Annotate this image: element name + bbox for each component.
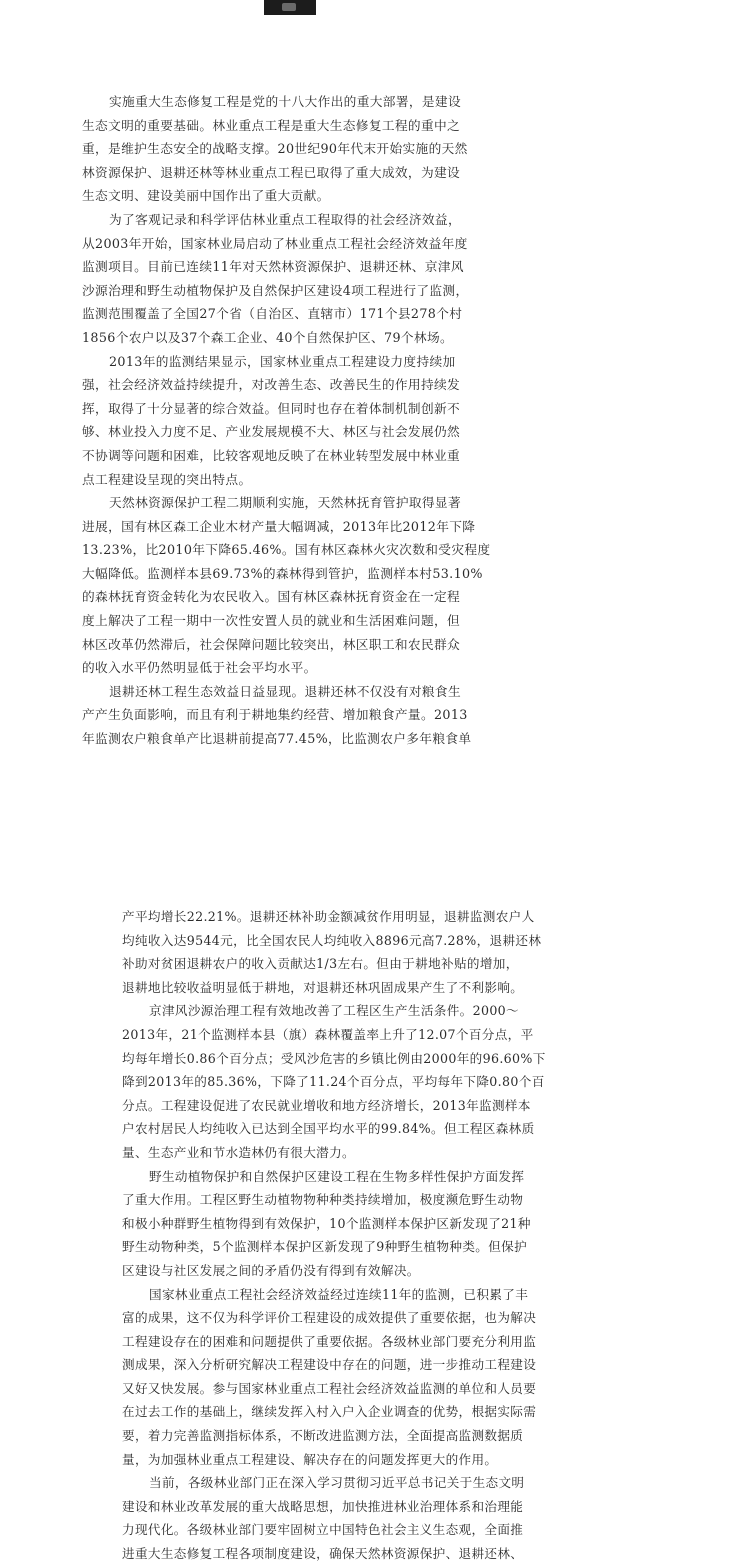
text-line: 沙源治理和野生动植物保护及自然保护区建设4项工程进行了监测， [82, 282, 469, 298]
text-line: 建设和林业改革发展的重大战略思想，加快推进林业治理体系和治理能 [122, 1498, 524, 1514]
text-line: 均纯收入达9544元，比全国农民人均纯收入8896元高7.28%，退耕还林 [122, 932, 542, 948]
text-line: 林区改革仍然滞后，社会保障问题比较突出，林区职工和农民群众 [82, 636, 461, 652]
text-line: 1856个农户以及37个森工企业、40个自然保护区、79个林场。 [82, 329, 454, 345]
text-line: 够、林业投入力度不足、产业发展规模不大、林区与社会发展仍然 [82, 424, 461, 440]
text-line: 当前，各级林业部门正在深入学习贯彻习近平总书记关于生态文明 [149, 1475, 525, 1491]
text-line: 生态文明、建设美丽中国作出了重大贡献。 [82, 188, 330, 204]
text-line: 野生动物种类，5个监测样本保护区新发现了9种野生植物种类。但保护 [122, 1239, 528, 1255]
text-line: 实施重大生态修复工程是党的十八大作出的重大部署，是建设 [109, 94, 462, 109]
text-line: 进展，国有林区森工企业木材产量大幅调减，2013年比2012年下降 [82, 518, 476, 534]
text-line: 的森林抚育资金转化为农民收入。国有林区森林抚育资金在一定程 [82, 589, 461, 605]
text-line: 监测范围覆盖了全国27个省（自治区、直辖市）171个县278个村 [82, 306, 463, 322]
text-line: 均每年增长0.86个百分点；受风沙危害的乡镇比例由2000年的96.60%下 [122, 1050, 546, 1066]
text-line: 不协调等问题和困难，比较客观地反映了在林业转型发展中林业重 [82, 447, 461, 463]
text-line: 年监测农户粮食单产比退耕前提高77.45%，比监测农户多年粮食单 [82, 731, 472, 747]
text-line: 京津风沙源治理工程有效地改善了工程区生产生活条件。2000～ [149, 1003, 519, 1019]
text-line: 生态文明的重要基础。林业重点工程是重大生态修复工程的重中之 [82, 117, 461, 133]
text-line: 重，是维护生态安全的战略支撑。20世纪90年代末开始实施的天然 [82, 141, 468, 157]
text-line: 量，为加强林业重点工程建设、解决存在的问题发挥更大的作用。 [122, 1451, 498, 1467]
text-line: 户农村居民人均纯收入已达到全国平均水平的99.84%。但工程区森林质 [122, 1121, 535, 1137]
text-line: 13.23%，比2010年下降65.46%。国有林区森林火灾次数和受灾程度 [82, 542, 491, 558]
text-line: 进重大生态修复工程各项制度建设，确保天然林资源保护、退耕还林、 [122, 1546, 524, 1562]
text-line: 补助对贫困退耕农户的收入贡献达1/3左右。但由于耕地补贴的增加， [122, 956, 519, 972]
text-line: 了重大作用。工程区野生动植物物种种类持续增加，极度濒危野生动物 [122, 1192, 524, 1208]
lower-text-block [122, 905, 566, 1566]
upper-text-block [82, 90, 502, 751]
page-header-tab [264, 0, 316, 15]
text-line: 产平均增长22.21%。退耕还林补助金额减贫作用明显，退耕监测农户人 [122, 909, 535, 924]
text-line: 监测项目。目前已连续11年对天然林资源保护、退耕还林、京津风 [82, 259, 464, 275]
text-line: 分点。工程建设促进了农民就业增收和地方经济增长，2013年监测样本 [122, 1097, 531, 1113]
text-line: 工程建设存在的困难和问题提供了重要依据。各级林业部门要充分利用监 [122, 1333, 537, 1349]
text-line: 和极小种群野生植物得到有效保护，10个监测样本保护区新发现了21种 [122, 1215, 531, 1231]
text-line: 点工程建设呈现的突出特点。 [82, 471, 252, 487]
text-line: 退耕还林工程生态效益日益显现。退耕还林不仅没有对粮食生 [109, 683, 462, 699]
text-line: 天然林资源保护工程二期顺利实施，天然林抚育管护取得显著 [109, 495, 462, 511]
text-line: 从2003年开始，国家林业局启动了林业重点工程社会经济效益年度 [82, 235, 468, 251]
text-line: 2013年，21个监测样本县（旗）森林覆盖率上升了12.07个百分点，平 [122, 1026, 534, 1042]
text-line: 度上解决了工程一期中一次性安置人员的就业和生活困难问题，但 [82, 613, 461, 629]
text-line: 国家林业重点工程社会经济效益经过连续11年的监测，已积累了丰 [149, 1286, 529, 1302]
text-line: 区建设与社区发展之间的矛盾仍没有得到有效解决。 [122, 1262, 420, 1278]
text-line: 挥，取得了十分显著的综合效益。但同时也存在着体制机制创新不 [82, 400, 461, 416]
text-line: 产产生负面影响，而且有利于耕地集约经营、增加粮食产量。2013 [82, 707, 468, 723]
text-line: 富的成果，这不仅为科学评价工程建设的成效提供了重要依据，也为解决 [122, 1310, 537, 1326]
text-line: 为了客观记录和科学评估林业重点工程取得的社会经济效益， [109, 211, 462, 227]
text-line: 强，社会经济效益持续提升，对改善生态、改善民生的作用持续发 [82, 377, 461, 393]
text-line: 2013年的监测结果显示，国家林业重点工程建设力度持续加 [109, 353, 456, 369]
text-line: 测成果，深入分析研究解决工程建设中存在的问题，进一步推动工程建设 [122, 1357, 537, 1373]
text-line: 又好又快发展。参与国家林业重点工程社会经济效益监测的单位和人员要 [122, 1380, 537, 1396]
text-line: 降到2013年的85.36%，下降了11.24个百分点，平均每年下降0.80个百 [122, 1074, 545, 1090]
text-line: 力现代化。各级林业部门要牢固树立中国特色社会主义生态观，全面推 [122, 1522, 524, 1538]
text-line: 林资源保护、退耕还林等林业重点工程已取得了重大成效，为建设 [82, 164, 461, 180]
text-line: 退耕地比较收益明显低于耕地，对退耕还林巩固成果产生了不利影响。 [122, 979, 524, 995]
text-line: 的收入水平仍然明显低于社会平均水平。 [82, 660, 317, 676]
text-line: 要，着力完善监测指标体系，不断改进监测方法，全面提高监测数据质 [122, 1428, 524, 1444]
text-line: 在过去工作的基础上，继续发挥入村入户入企业调查的优势，根据实际需 [122, 1404, 537, 1420]
text-line: 野生动植物保护和自然保护区建设工程在生物多样性保护方面发挥 [149, 1168, 525, 1184]
text-line: 量、生态产业和节水造林仍有很大潜力。 [122, 1144, 355, 1160]
text-line: 大幅降低。监测样本县69.73%的森林得到管护，监测样本村53.10% [82, 565, 483, 581]
